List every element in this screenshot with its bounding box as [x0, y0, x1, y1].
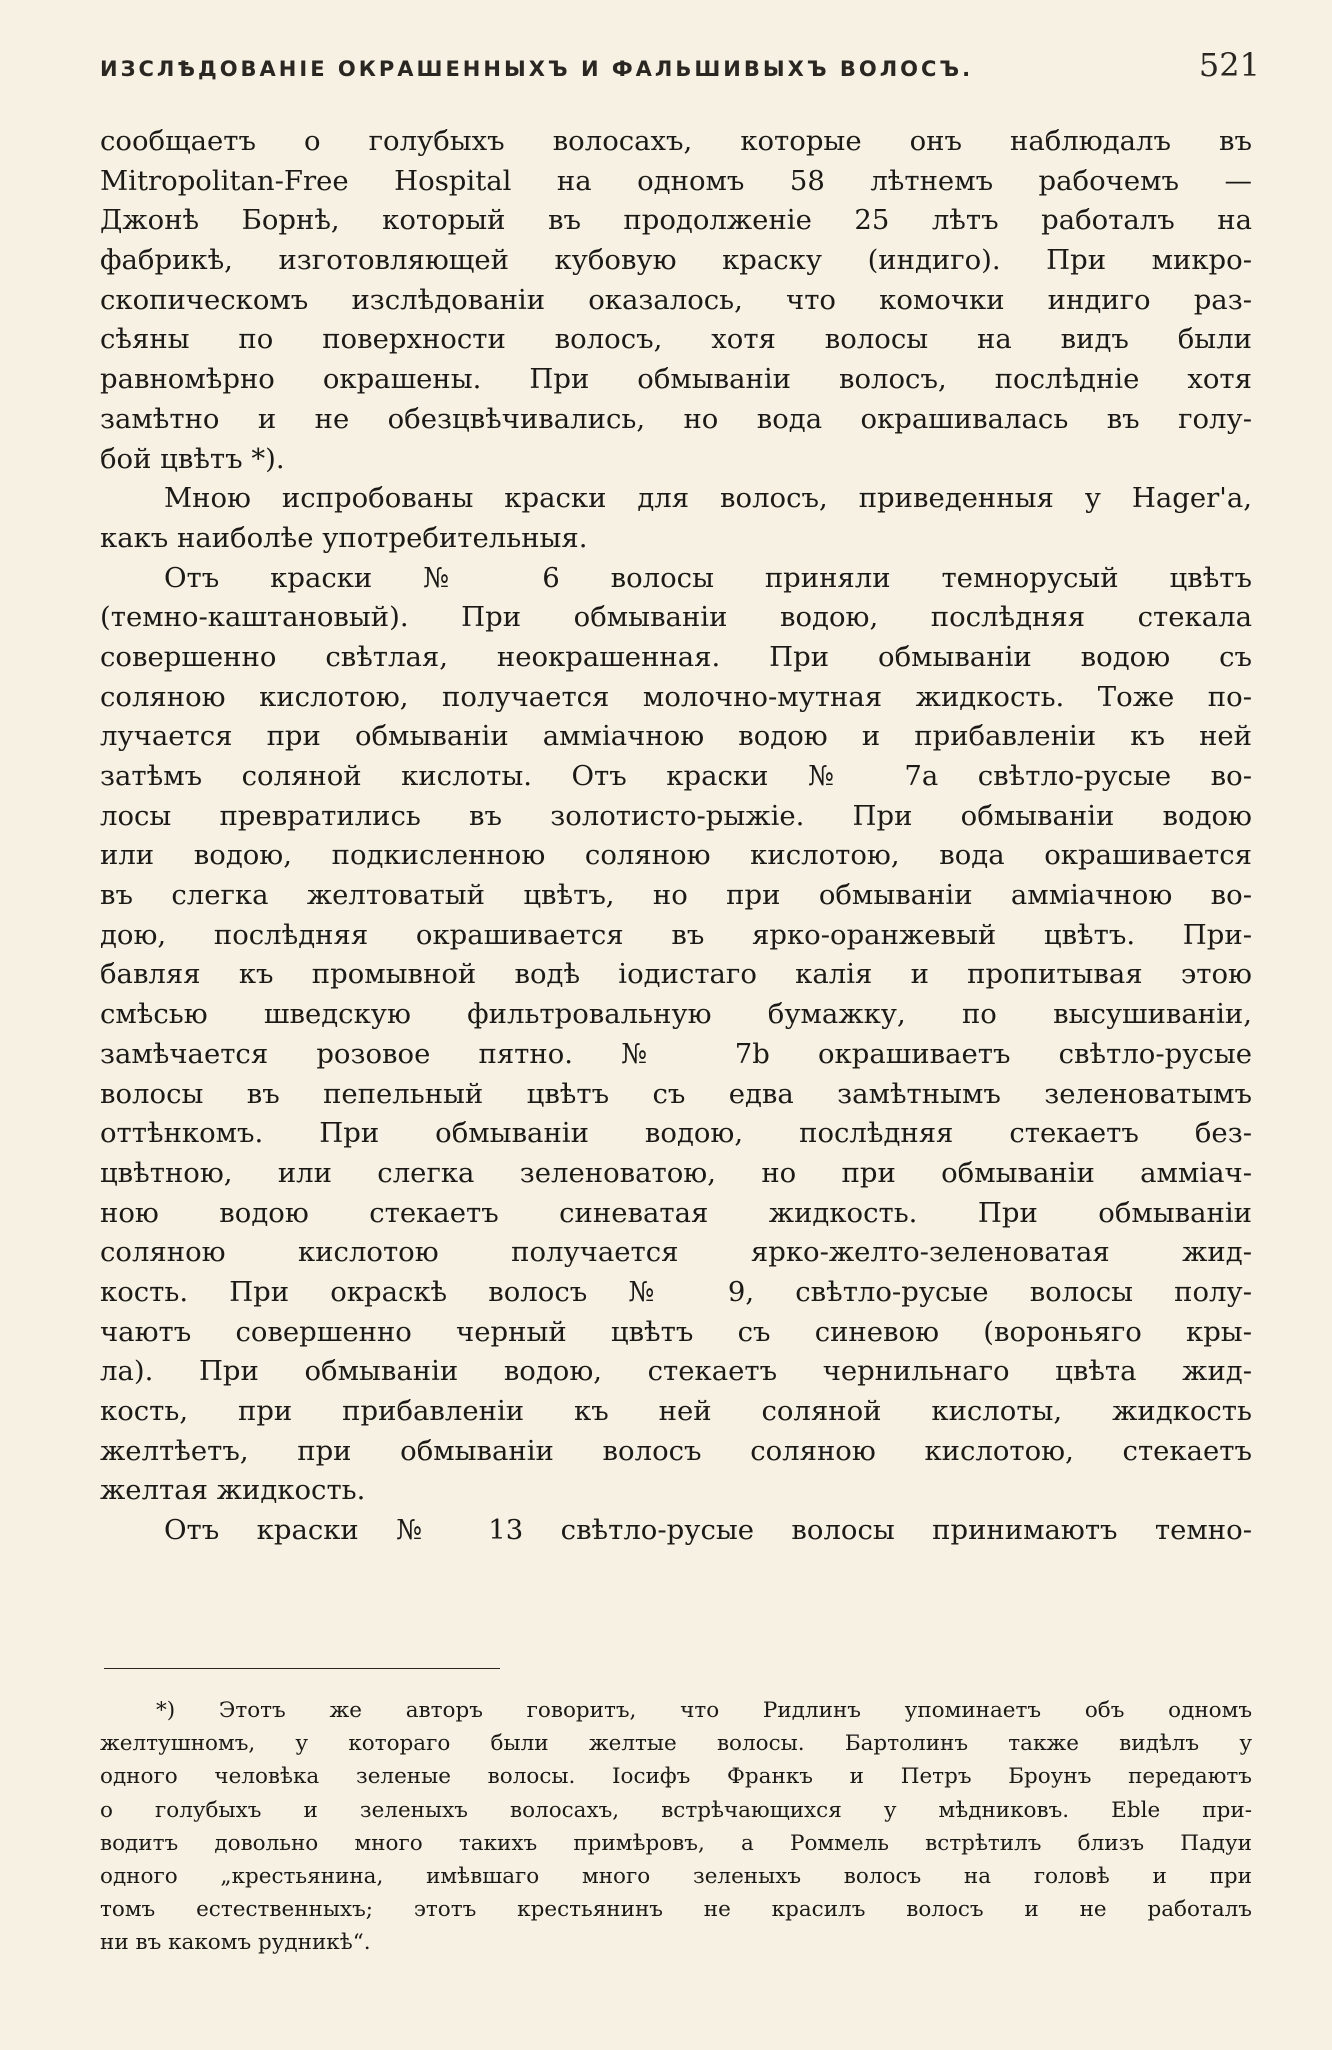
- text-line: лучается при обмываніи амміачною водою и прибавленіи къ ней: [100, 720, 1252, 753]
- text-line: волосы въ пепельный цвѣтъ съ едва замѣтнымъ зеленоватымъ: [100, 1077, 1252, 1110]
- text-line: скопическомъ изслѣдованіи оказалось, что комочки индиго раз-: [100, 283, 1252, 316]
- text-line: цвѣтною, или слегка зеленоватою, но при обмываніи амміач-: [100, 1156, 1252, 1189]
- text-line: чаютъ совершенно черный цвѣтъ съ синевою (вороньяго кры-: [100, 1315, 1252, 1348]
- text-line: равномѣрно окрашены. При обмываніи волосъ, послѣдніе хотя: [100, 363, 1252, 396]
- footnote-line: о голубыхъ и зеленыхъ волосахъ, встрѣчающихся у мѣдниковъ. Eble при-: [100, 1797, 1252, 1823]
- text-line: желтѣетъ, при обмываніи волосъ соляною кислотою, стекаетъ: [100, 1434, 1252, 1467]
- footnote-line: одного человѣка зеленые волосы. Іосифъ Франкъ и Петръ Броунъ передаютъ: [100, 1764, 1252, 1790]
- page-header: [100, 46, 1260, 90]
- text-line: ла). При обмываніи водою, стекаетъ чернильнаго цвѣта жид-: [100, 1355, 1252, 1388]
- text-line: Mitropolitan-Free Hospital на одномъ 58 лѣтнемъ рабочемъ —: [100, 164, 1252, 197]
- footnote-line: одного „крестьянина, имѣвшаго много зеленыхъ волосъ на головѣ и при: [100, 1863, 1252, 1889]
- running-head: ИЗСЛѢДОВАНІЕ ОКРАШЕННЫХЪ И ФАЛЬШИВЫХЪ ВОЛОСЪ.: [100, 57, 974, 81]
- text-line: бавляя къ промывной водѣ іодистаго калія и пропитывая этою: [100, 958, 1252, 991]
- text-line: въ слегка желтоватый цвѣтъ, но при обмываніи амміачною во-: [100, 879, 1252, 912]
- text-line: сѣяны по поверхности волосъ, хотя волосы на видъ были: [100, 323, 1252, 356]
- text-line: желтая жидкость.: [100, 1474, 366, 1507]
- text-line: кость, при прибавленіи къ ней соляной кислоты, жидкость: [100, 1395, 1252, 1427]
- text-line: замѣчается розовое пятно. № 7b окрашиваетъ свѣтло-русые: [100, 1037, 1252, 1070]
- text-line: фабрикѣ, изготовляющей кубовую краску (индиго). При микро-: [100, 244, 1252, 277]
- footnote-divider: [104, 1668, 500, 1669]
- footnote-line: *) Этотъ же авторъ говоритъ, что Ридлинъ упоминаетъ объ одномъ: [156, 1698, 1252, 1723]
- footnote-line: томъ естественныхъ; этотъ крестьянинъ не красилъ волосъ и не работалъ: [100, 1897, 1252, 1923]
- text-line: лосы превратились въ золотисто-рыжіе. При обмываніи водою: [100, 799, 1252, 832]
- text-line: дою, послѣдняя окрашивается въ ярко-оранжевый цвѣтъ. При-: [100, 918, 1252, 951]
- body-text: [100, 122, 1252, 1551]
- footnote-line: желтушномъ, у котораго были желтые волосы. Бартолинъ также видѣлъ у: [100, 1731, 1252, 1757]
- text-line: какъ наиболѣе употребительныя.: [100, 521, 588, 554]
- text-line: Мною испробованы краски для волосъ, приведенныя у Hager'а,: [164, 482, 1252, 515]
- text-line: ною водою стекаетъ синеватая жидкость. При обмываніи: [100, 1196, 1252, 1229]
- text-line: соляною кислотою получается ярко-желто-зеленоватая жид-: [100, 1236, 1252, 1269]
- text-line: сообщаетъ о голубыхъ волосахъ, которые онъ наблюдалъ въ: [100, 125, 1252, 157]
- text-line: оттѣнкомъ. При обмываніи водою, послѣдняя стекаетъ без-: [100, 1117, 1252, 1150]
- text-line: Отъ краски № 13 свѣтло-русые волосы принимаютъ темно-: [164, 1514, 1252, 1547]
- text-line: (темно-каштановый). При обмываніи водою, послѣдняя стекала: [100, 601, 1252, 634]
- page-number: 521: [1198, 46, 1260, 84]
- text-line: смѣсью шведскую фильтровальную бумажку, по высушиваніи,: [100, 998, 1252, 1031]
- text-line: кость. При окраскѣ волосъ № 9, свѣтло-русые волосы полу-: [100, 1275, 1252, 1308]
- footnote-line: ни въ какомъ рудникѣ“.: [100, 1930, 371, 1956]
- text-line: совершенно свѣтлая, неокрашенная. При обмываніи водою съ: [100, 640, 1252, 673]
- text-line: Джонѣ Борнѣ, который въ продолженіе 25 лѣтъ работалъ на: [100, 204, 1252, 237]
- text-line: Отъ краски № 6 волосы приняли темнорусый цвѣтъ: [164, 561, 1252, 594]
- text-line: замѣтно и не обезцвѣчивались, но вода окрашивалась въ голу-: [100, 402, 1252, 435]
- footnote: [100, 1694, 1252, 1960]
- text-line: бой цвѣтъ *).: [100, 442, 285, 475]
- text-line: затѣмъ соляной кислоты. Отъ краски № 7а свѣтло-русые во-: [100, 760, 1252, 792]
- footnote-line: водитъ довольно много такихъ примѣровъ, а Роммель встрѣтилъ близъ Падуи: [100, 1830, 1252, 1856]
- text-line: или водою, подкисленною соляною кислотою, вода окрашивается: [100, 839, 1252, 872]
- text-line: соляною кислотою, получается молочно-мутная жидкость. Тоже по-: [100, 680, 1252, 713]
